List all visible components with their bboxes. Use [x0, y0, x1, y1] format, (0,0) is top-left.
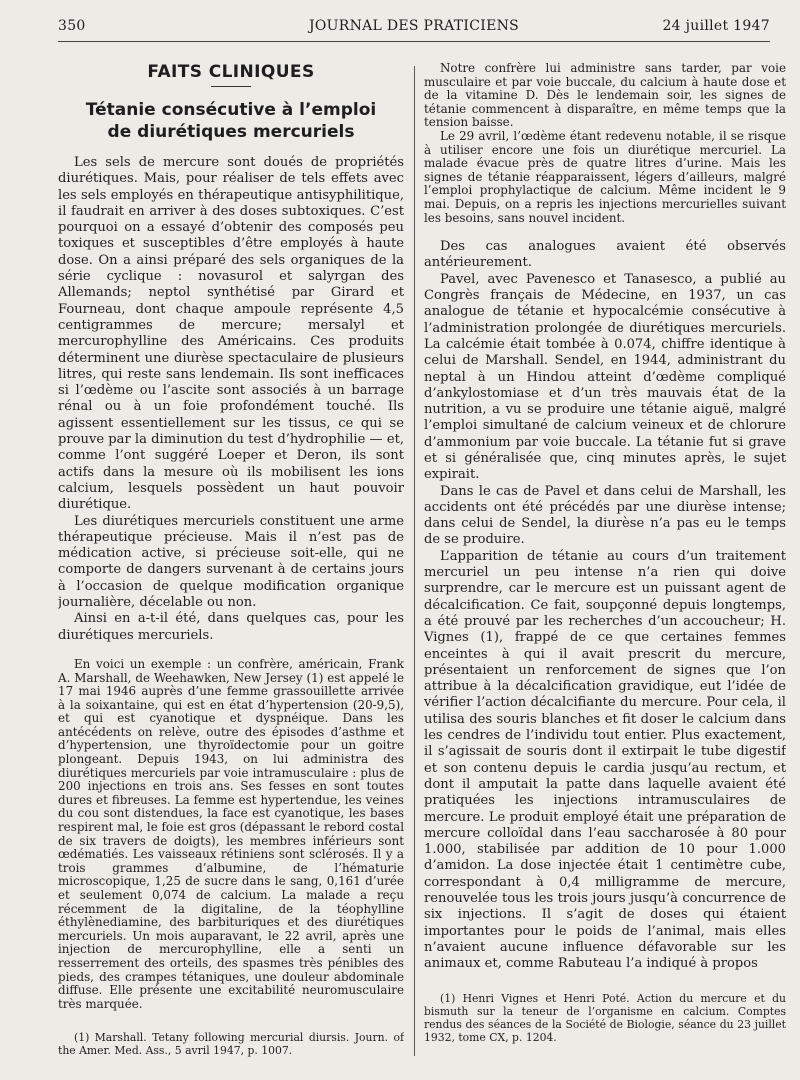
- paragraph: L’apparition de tétanie au cours d’un traitement mercuriel un peu intense n’a rien qui doive surprendre, car le mercure est un puissant agent de décalcification. Ce fait, soupçonné depuis longtemps, a été prouvé par les recherches d’un accoucheur; H. Vignes (1), frappé de ce que certaines femmes enceintes à qui il avait prescrit du mercure, présentaient un renforcement de signes que l’on attribue à la décalcification gravidique, eut l’idée de vérifier l’action décalcifiante du mercure. Pour cela, il utilisa des souris blanches et fit doser le calcium dans les cendres de l’individu tout entier. Plus exactement, il s’agissait de souris dont il extirpait le tube digestif et son contenu depuis le cardia jusqu’au rectum, et dont il amputait la patte dans laquelle avaient été pratiquées les injections intramusculaires de mercure. Le produit employé était une préparation de mercure colloïdal dans l’eau saccharosée à 80 pour 1.000, stabilisée par addition de 10 pour 1.000 d’amidon. La dose injectée était 1 centimètre cube, correspondant à 0,4 milligramme de mercure, renouvelée tous les trois jours jusqu’à concurrence de six injections. Il s’agit de doses qui étaient importantes pour le poids de l’animal, mais elles n’avaient aucune influence défavorable sur les animaux et, comme Rabuteau l’a indiqué à propos: [424, 548, 786, 972]
- paragraph: Les sels de mercure sont doués de propriétés diurétiques. Mais, pour réaliser de tels effets avec les sels employés en thérapeutique antisyphilitique, il faudrait en arriver à des doses subtoxiques. C’est pourquoi on a essayé d’obtenir des composés peu toxiques et susceptibles d’être employés à haute dose. On a ainsi préparé des sels organiques de la série cyclique : novasurol et salyrgan des Allemands; neptol synthétisé par Girard et Fourneau, dont chaque ampoule représente 4,5 centigrammes de mercure; mersalyl et mercurophylline des Américains. Ces produits déterminent une diurèse spectaculaire de plusieurs litres, qui reste sans lendemain. Ils sont inefficaces si l’œdème ou l’ascite sont associés à un barrage rénal ou à un foie profondément touché. Ils agissent essentiellement sur les tissus, ce qui se prouve par la diminution du test d’hydrophilie — et, comme l’ont suggéré Loeper et Deron, ils sont actifs dans la mesure où ils mobilisent les ions calcium, lesquels possèdent un haut pouvoir diurétique.: [58, 155, 404, 513]
- paragraph: Notre confrère lui administre sans tarder, par voie musculaire et par voie buccale, du calcium à haute dose et de la vitamine D. Dès le lendemain soir, les signes de tétanie commencent à disparaître, en même temps que la tension baisse.: [424, 62, 786, 130]
- issue-date: 24 juillet 1947: [662, 18, 770, 34]
- page-number: 350: [58, 18, 86, 34]
- section-heading: FAITS CLINIQUES: [147, 62, 315, 82]
- right-column: [424, 62, 786, 1072]
- footnote: (1) Henri Vignes et Henri Poté. Action du mercure et du bismuth sur la teneur de l’organisme en calcium. Comptes rendus des séances de la Société de Biologie, séance du 23 juillet 1932, tome CX, p. 1204.: [424, 992, 786, 1045]
- paragraph: Dans le cas de Pavel et dans celui de Marshall, les accidents ont été précédés par une diurèse intense; dans celui de Sendel, la diurèse n’a pas eu le temps de se produire.: [424, 483, 786, 548]
- title-line-2: de diurétiques mercuriels: [107, 122, 355, 142]
- paragraph: Les diurétiques mercuriels constituent une arme thérapeutique précieuse. Mais il n’est pas de médication active, si précieuse soit-elle, qui ne comporte de dangers survenant à de certains jours à l’occasion de quelque modification organique journalière, décelable ou non.: [58, 513, 404, 611]
- journal-title: JOURNAL DES PRATICIENS: [308, 18, 520, 34]
- header-rule: [58, 41, 770, 42]
- left-column: [58, 56, 404, 1066]
- title-line-1: Tétanie consécutive à l’emploi: [85, 100, 377, 120]
- running-header: [58, 18, 770, 42]
- footnote: (1) Marshall. Tetany following mercurial diursis. Journ. of the Amer. Med. Ass., 5 avril 1947, p. 1007.: [58, 1031, 404, 1058]
- paragraph: Ainsi en a-t-il été, dans quelques cas, pour les diurétiques mercuriels.: [58, 611, 404, 643]
- paragraph: Des cas analogues avaient été observés antérieurement.: [424, 239, 786, 271]
- section-rule: [211, 86, 251, 87]
- paragraph: Pavel, avec Pavenesco et Tanasesco, a publié au Congrès français de Médecine, en 1937, un cas analogue de tétanie et hypocalcémie consécutive à l’administration prolongée de diurétiques mercuriels. La calcémie était tombée à 0.074, chiffre identique à celui de Marshall. Sendel, en 1944, administrant du neptal à un Hindou atteint d’œdème compliqué d’ankylostomiase et d’un très mauvais état de la nutrition, a vu se produire une tétanie aiguë, malgré l’emploi simultané de calcium veineux et de chlorure d’ammonium par voie buccale. La tétanie fut si grave et si généralisée que, cinq minutes après, le sujet expirait.: [424, 271, 786, 483]
- paragraph: Le 29 avril, l’œdème étant redevenu notable, il se risque à utiliser encore une fois un diurétique mercuriel. La malade évacue près de quatre litres d’urine. Mais les signes de tétanie réapparaissent, légers d’ailleurs, malgré l’emploi prophylactique de calcium. Même incident le 9 mai. Depuis, on a repris les injections mercurielles suivant les besoins, sans nouvel incident.: [424, 128, 786, 225]
- article-title: [58, 99, 404, 143]
- paragraph: En voici un exemple : un confrère, américain, Frank A. Marshall, de Weehawken, New Jersey (1) est appelé le 17 mai 1946 auprès d’une femme grassouillette arrivée à la soixantaine, qui est en état d’hypertension (20-9,5), et qui est cyanotique et dyspnéique. Dans les antécédents on relève, outre des épisodes d’asthme et d’hypertension, une thyroïdectomie pour un goitre plongeant. Depuis 1943, on lui administra des diurétiques mercuriels par voie intramusculaire : plus de 200 injections en trois ans. Ses fesses en sont toutes dures et fibreuses. La femme est hypertendue, les veines du cou sont distendues, la face est cyanotique, les bases respirent mal, le foie est gros (dépassant le rebord costal de six travers de doigts), les membres inférieurs sont œdématiés. Les vaisseaux rétiniens sont sclérosés. Il y a trois grammes d’albumine, de l’hématurie microscopique, 1,25 de sucre dans le sang, 0,161 d’urée et seulement 0,074 de calcium. La malade a reçu récemment de la digitaline, de la téophylline éthylènediamine, des barbituriques et des diurétiques mercuriels. Un mois auparavant, le 22 avril, après une injection de mercurophylline, elle a senti un resserrement des orteils, des spasmes très pénibles des pieds, des crampes tétaniques, une douleur abdominale diffuse. Elle présente une excitabilité neuromusculaire très marquée.: [58, 656, 404, 1011]
- column-divider: [414, 66, 415, 1056]
